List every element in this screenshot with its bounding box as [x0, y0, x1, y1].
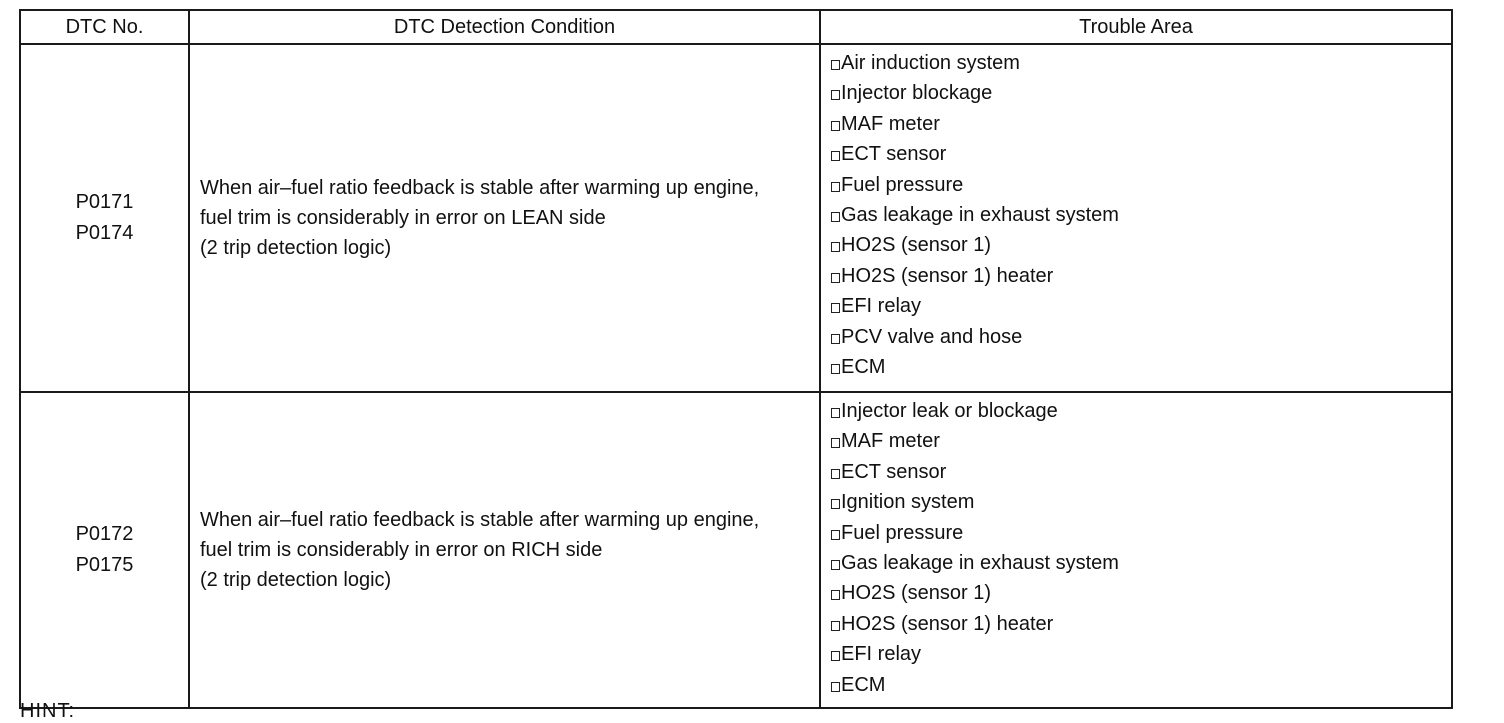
- header-trouble-area: Trouble Area: [820, 10, 1452, 44]
- list-item: [831, 322, 1451, 352]
- condition-line: When air–fuel ratio feedback is stable after warming up engine,: [200, 509, 760, 531]
- list-item: [831, 48, 1451, 78]
- trouble-area-cell: [820, 392, 1452, 708]
- checkbox-square-icon: [831, 212, 840, 222]
- condition-line: fuel trim is considerably in error on LEAN side: [200, 207, 606, 229]
- trouble-area-label: Ignition system: [841, 491, 975, 514]
- checkbox-square-icon: [831, 121, 840, 131]
- dtc-code: P0172: [75, 523, 134, 545]
- dtc-code: P0171: [75, 191, 134, 213]
- trouble-area-label: MAF meter: [841, 430, 940, 453]
- trouble-area-label: EFI relay: [841, 643, 922, 666]
- dtc-table: [19, 9, 1453, 709]
- list-item: [831, 396, 1451, 426]
- checkbox-square-icon: [831, 90, 840, 100]
- checkbox-square-icon: [831, 334, 840, 344]
- condition-line: (2 trip detection logic): [200, 237, 392, 259]
- dtc-code-cell: [20, 44, 189, 392]
- list-item: [831, 230, 1451, 260]
- detection-condition-cell: [189, 392, 820, 708]
- trouble-area-label: ECT sensor: [841, 143, 947, 166]
- list-item: [831, 548, 1451, 578]
- trouble-area-label: Fuel pressure: [841, 521, 964, 544]
- condition-line: When air–fuel ratio feedback is stable after warming up engine,: [200, 177, 760, 199]
- list-item: [831, 426, 1451, 456]
- list-item: [831, 109, 1451, 139]
- header-detection-condition: DTC Detection Condition: [189, 10, 820, 44]
- list-item: [831, 139, 1451, 169]
- checkbox-square-icon: [831, 303, 840, 313]
- list-item: [831, 609, 1451, 639]
- checkbox-square-icon: [831, 408, 840, 418]
- list-item: [831, 487, 1451, 517]
- dtc-code: P0174: [75, 222, 134, 244]
- table-row: [20, 44, 1452, 392]
- trouble-area-label: HO2S (sensor 1) heater: [841, 264, 1054, 287]
- checkbox-square-icon: [831, 621, 840, 631]
- hint-label: HINT:: [20, 700, 75, 722]
- condition-line: fuel trim is considerably in error on RICH side: [200, 539, 603, 561]
- checkbox-square-icon: [831, 438, 840, 448]
- trouble-area-label: Injector blockage: [841, 82, 993, 105]
- list-item: [831, 639, 1451, 669]
- trouble-area-label: HO2S (sensor 1): [841, 234, 992, 257]
- trouble-area-cell: [820, 44, 1452, 392]
- checkbox-square-icon: [831, 530, 840, 540]
- list-item: [831, 200, 1451, 230]
- list-item: [831, 578, 1451, 608]
- trouble-area-label: HO2S (sensor 1) heater: [841, 612, 1054, 635]
- checkbox-square-icon: [831, 469, 840, 479]
- trouble-area-label: ECM: [841, 673, 886, 696]
- trouble-area-label: ECM: [841, 355, 886, 378]
- detection-condition-cell: [189, 44, 820, 392]
- trouble-area-label: Air induction system: [841, 52, 1020, 74]
- dtc-code: P0175: [75, 554, 134, 576]
- trouble-area-label: ECT sensor: [841, 460, 947, 483]
- trouble-area-label: MAF meter: [841, 112, 940, 135]
- condition-line: (2 trip detection logic): [200, 569, 392, 591]
- checkbox-square-icon: [831, 682, 840, 692]
- header-dtc-no: DTC No.: [20, 10, 189, 44]
- trouble-area-list: [831, 48, 1451, 382]
- trouble-area-label: Fuel pressure: [841, 173, 964, 196]
- trouble-area-label: EFI relay: [841, 295, 922, 318]
- dtc-code-cell: [20, 392, 189, 708]
- checkbox-square-icon: [831, 182, 840, 192]
- checkbox-square-icon: [831, 560, 840, 570]
- checkbox-square-icon: [831, 151, 840, 161]
- checkbox-square-icon: [831, 651, 840, 661]
- trouble-area-label: Gas leakage in exhaust system: [841, 203, 1119, 226]
- trouble-area-label: Injector leak or blockage: [841, 400, 1058, 422]
- trouble-area-label: HO2S (sensor 1): [841, 582, 992, 605]
- trouble-area-label: Gas leakage in exhaust system: [841, 551, 1119, 574]
- checkbox-square-icon: [831, 242, 840, 252]
- checkbox-square-icon: [831, 364, 840, 374]
- trouble-area-label: PCV valve and hose: [841, 325, 1023, 348]
- trouble-area-list: [831, 396, 1451, 700]
- list-item: [831, 352, 1451, 382]
- table-row: [20, 392, 1452, 708]
- list-item: [831, 518, 1451, 548]
- list-item: [831, 78, 1451, 108]
- list-item: [831, 457, 1451, 487]
- checkbox-square-icon: [831, 60, 840, 70]
- list-item: [831, 261, 1451, 291]
- checkbox-square-icon: [831, 273, 840, 283]
- list-item: [831, 670, 1451, 700]
- checkbox-square-icon: [831, 590, 840, 600]
- checkbox-square-icon: [831, 499, 840, 509]
- list-item: [831, 170, 1451, 200]
- table-header-row: [20, 10, 1452, 44]
- list-item: [831, 291, 1451, 321]
